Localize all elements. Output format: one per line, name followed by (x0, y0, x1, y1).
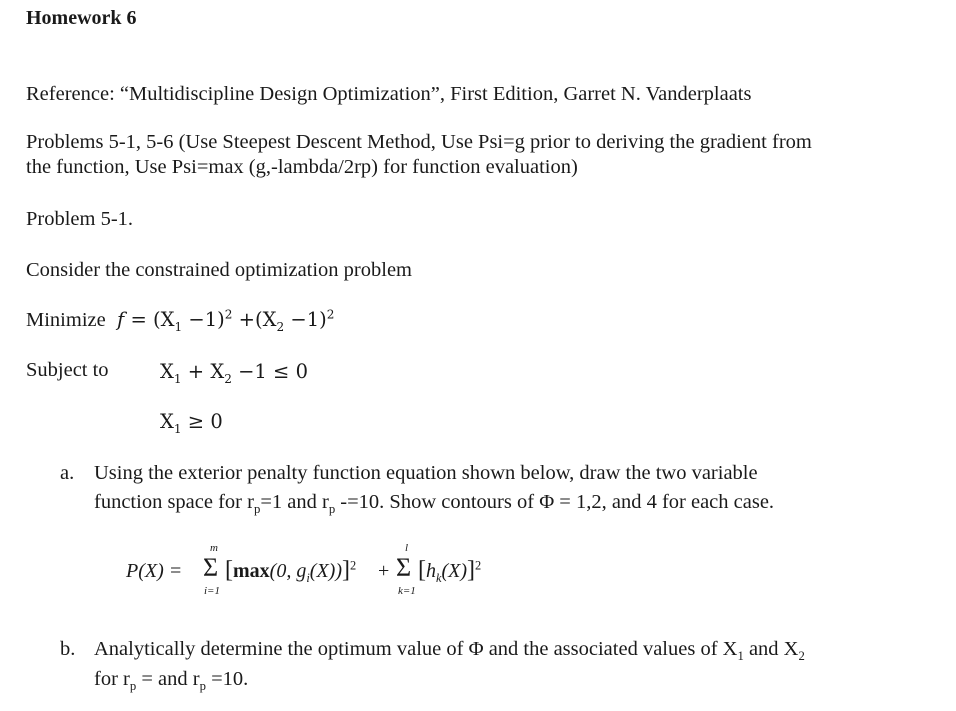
sum1-lower: i=1 (204, 585, 220, 597)
sum2-lower: k=1 (398, 585, 416, 597)
part-a-line-2: function space for $r_p=1$ and $r_p$ -=10. Show contours of Φ = 1,2, and 4 for each case. (94, 491, 775, 517)
problem-heading: Problem 5-1. (26, 208, 134, 230)
sum2-sigma: Σ (396, 553, 412, 582)
part-b-line-2: for $r_p$ = and $r_p =10$. (94, 668, 249, 694)
part-a-marker: a. (60, 462, 75, 484)
reference-line: Reference: “Multidiscipline Design Optimization”, First Edition, Garret N. Vanderplaats (26, 83, 752, 105)
part-b-marker: b. (60, 638, 76, 660)
constraint-2: $X_1 \ge 0$ (160, 410, 223, 436)
problems-line-1: Problems 5-1, 5-6 (Use Steepest Descent Method, Use Psi=g prior to deriving the gradient from (26, 131, 812, 153)
sum2-upper: l (405, 542, 409, 554)
objective-function: $f = (X_1 -1)^2 +(X_2 -1)^2$ (117, 307, 335, 334)
penalty-term-2: $[h_k(X)]^2$ (418, 557, 482, 585)
part-b-line-1: Analytically determine the optimum value of Φ and the associated values of $X_1$ and $X_2$ (94, 638, 805, 664)
penalty-lhs: P(X) = (126, 560, 183, 582)
penalty-plus: + (378, 560, 390, 582)
part-a-line-1: Using the exterior penalty function equation shown below, draw the two variable (94, 462, 758, 484)
minimize-label: Minimize (26, 309, 106, 331)
sum1-upper: m (210, 542, 218, 554)
constraint-1: $X_1 + X_2 -1 \le 0$ (160, 360, 308, 386)
penalty-term-1: [max(0, $g_i(X))]^2$ (225, 557, 357, 585)
minimize-line (26, 308, 334, 332)
page-title: Homework 6 (26, 7, 137, 29)
sum1-sigma: Σ (203, 553, 219, 582)
problems-line-2: the function, Use Psi=max (g,-lambda/2rp) for function evaluation) (26, 156, 578, 178)
consider-line: Consider the constrained optimization problem (26, 259, 412, 281)
subject-to-label: Subject to (26, 359, 109, 381)
